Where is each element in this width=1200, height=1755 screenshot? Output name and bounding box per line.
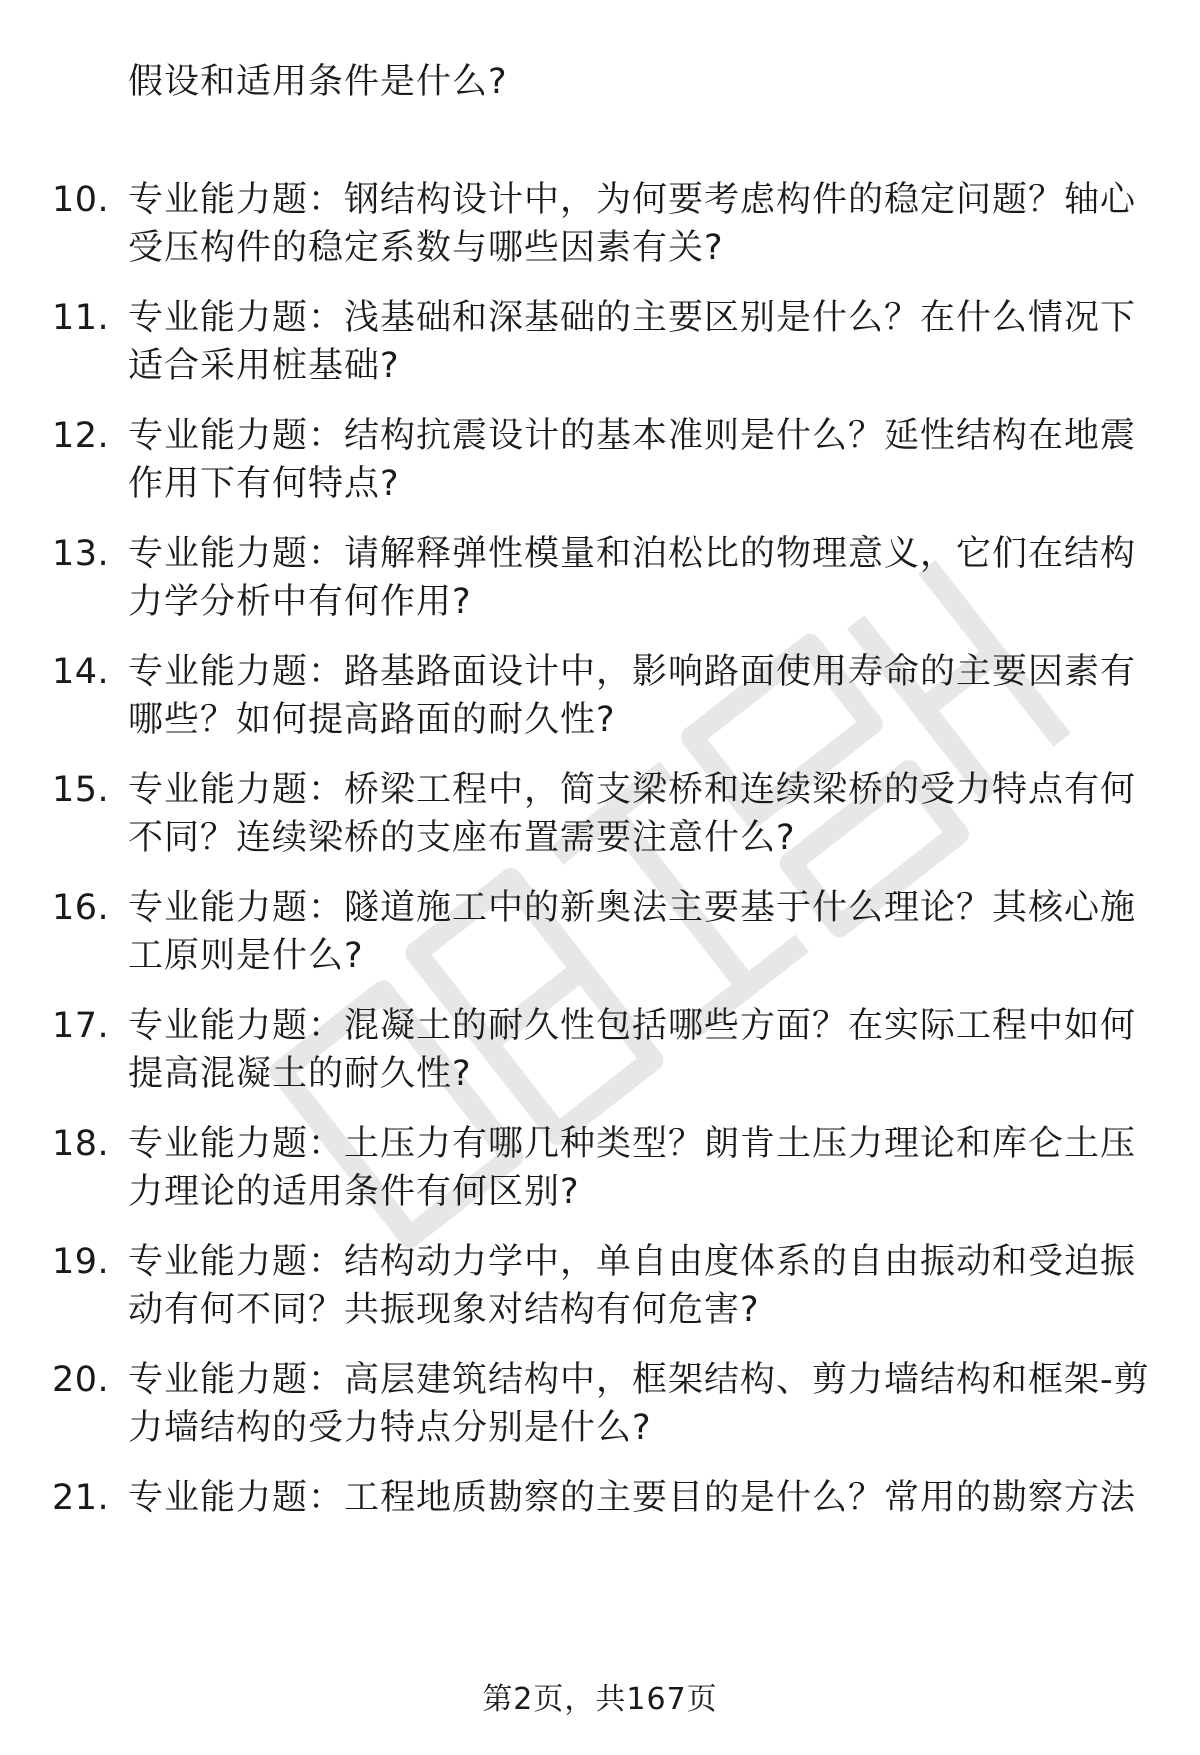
question-text-line: 专业能力题：钢结构设计中，为何要考虑构件的稳定问题？轴心 bbox=[128, 180, 1137, 220]
question-number: 15. bbox=[52, 770, 110, 810]
question-text-line: 专业能力题：桥梁工程中，简支梁桥和连续梁桥的受力特点有何 bbox=[128, 770, 1137, 810]
list-item bbox=[0, 176, 1200, 272]
list-item bbox=[0, 530, 1200, 626]
question-number: 13. bbox=[52, 534, 110, 574]
question-text-line: 专业能力题：高层建筑结构中，框架结构、剪力墙结构和框架-剪 bbox=[128, 1360, 1150, 1400]
question-number: 18. bbox=[52, 1124, 110, 1164]
list-item bbox=[0, 1002, 1200, 1098]
question-text-line: 不同？连续梁桥的支座布置需要注意什么? bbox=[128, 818, 796, 858]
question-text-line: 受压构件的稳定系数与哪些因素有关? bbox=[128, 228, 724, 268]
question-text-line: 专业能力题：混凝土的耐久性包括哪些方面？在实际工程中如何 bbox=[128, 1006, 1137, 1046]
question-number: 12. bbox=[52, 416, 110, 456]
question-number: 10. bbox=[52, 180, 110, 220]
question-text-line: 专业能力题：结构抗震设计的基本准则是什么？延性结构在地震 bbox=[128, 416, 1137, 456]
question-text-line: 工原则是什么? bbox=[128, 936, 364, 976]
list-item bbox=[0, 766, 1200, 862]
question-text-line: 适合采用桩基础? bbox=[128, 346, 400, 386]
question-text-line: 假设和适用条件是什么? bbox=[128, 62, 508, 102]
question-number: 17. bbox=[52, 1006, 110, 1046]
question-list bbox=[0, 58, 1200, 1522]
list-item bbox=[0, 648, 1200, 744]
question-number: 16. bbox=[52, 888, 110, 928]
question-text-line: 提高混凝土的耐久性? bbox=[128, 1054, 472, 1094]
list-item bbox=[0, 58, 1200, 106]
question-text-line: 专业能力题：路基路面设计中，影响路面使用寿命的主要因素有 bbox=[128, 652, 1137, 692]
question-number: 21. bbox=[52, 1478, 110, 1518]
page-footer: 第2页，共167页 bbox=[482, 1682, 718, 1717]
question-text-line: 专业能力题：浅基础和深基础的主要区别是什么？在什么情况下 bbox=[128, 298, 1137, 338]
question-text-line: 动有何不同？共振现象对结构有何危害? bbox=[128, 1290, 760, 1330]
list-item bbox=[0, 1238, 1200, 1334]
question-text-line: 作用下有何特点? bbox=[128, 464, 400, 504]
question-text-line: 专业能力题：请解释弹性模量和泊松比的物理意义，它们在结构 bbox=[128, 534, 1137, 574]
list-item bbox=[0, 294, 1200, 390]
question-text-line: 力墙结构的受力特点分别是什么? bbox=[128, 1408, 652, 1448]
list-item bbox=[0, 1474, 1200, 1522]
question-text-line: 专业能力题：土压力有哪几种类型？朗肯土压力理论和库仑土压 bbox=[128, 1124, 1137, 1164]
list-item bbox=[0, 884, 1200, 980]
question-text-line: 哪些？如何提高路面的耐久性? bbox=[128, 700, 616, 740]
list-item bbox=[0, 1356, 1200, 1452]
question-text-line: 专业能力题：隧道施工中的新奥法主要基于什么理论？其核心施 bbox=[128, 888, 1137, 928]
question-text-line: 力学分析中有何作用? bbox=[128, 582, 472, 622]
list-item bbox=[0, 1120, 1200, 1216]
question-text-line: 专业能力题：工程地质勘察的主要目的是什么？常用的勘察方法 bbox=[128, 1478, 1137, 1518]
question-text-line: 力理论的适用条件有何区别? bbox=[128, 1172, 580, 1212]
list-item bbox=[0, 412, 1200, 508]
question-number: 20. bbox=[52, 1360, 110, 1400]
question-number: 19. bbox=[52, 1242, 110, 1282]
question-number: 11. bbox=[52, 298, 110, 338]
question-text-line: 专业能力题：结构动力学中，单自由度体系的自由振动和受迫振 bbox=[128, 1242, 1137, 1282]
question-number: 14. bbox=[52, 652, 110, 692]
